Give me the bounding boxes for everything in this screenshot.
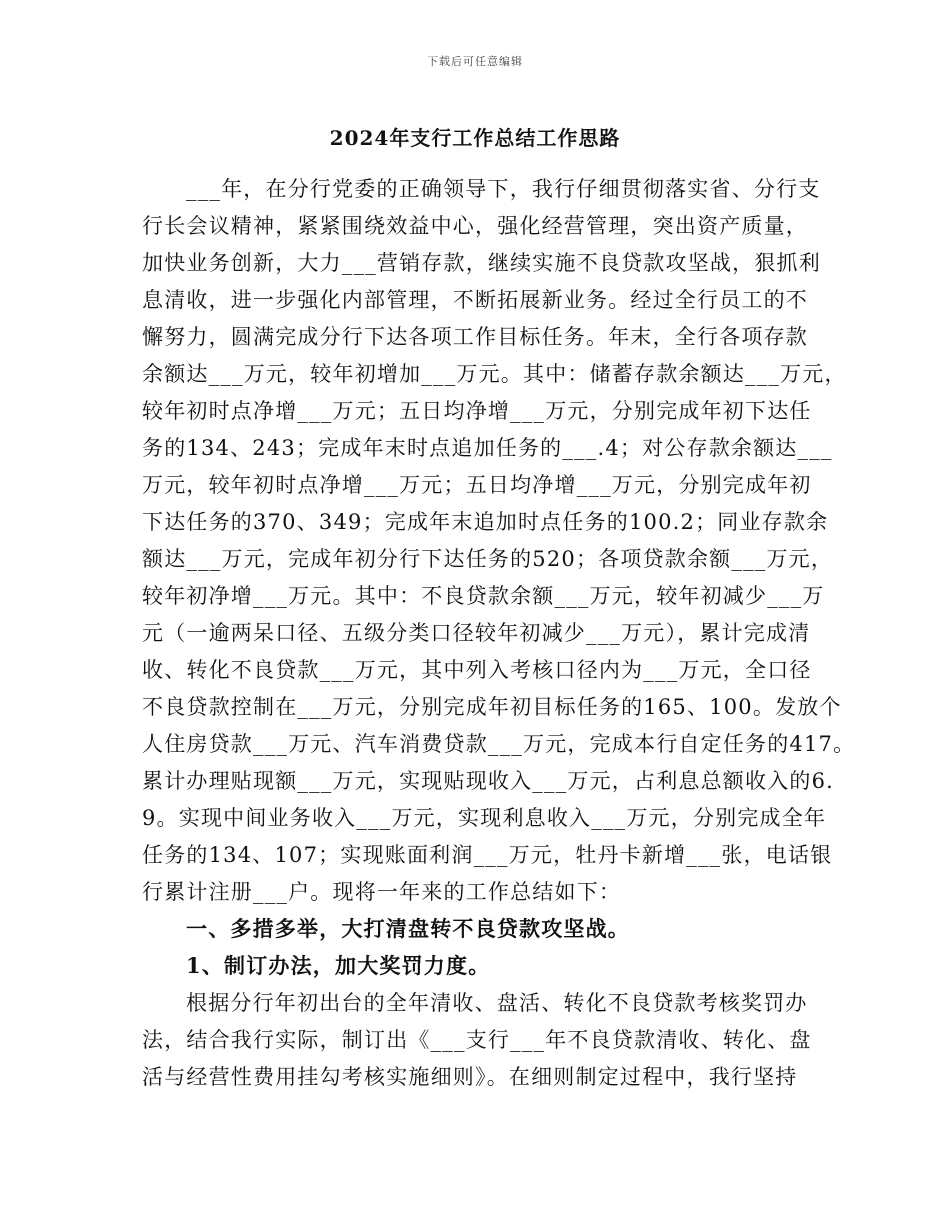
- paragraph-line: 万元，较年初时点净增___万元；五日均净增___万元，分别完成年初: [142, 473, 812, 497]
- paragraph-line: 活与经营性费用挂勾考核实施细则》。在细则制定过程中，我行坚持: [142, 1065, 798, 1089]
- paragraph-line: 较年初时点净增___万元；五日均净增___万元，分别完成年初下达任: [142, 399, 812, 423]
- header-note: 下载后可任意编辑: [427, 55, 523, 68]
- paragraph-line: 加快业务创新，大力___营销存款，继续实施不良贷款攻坚战，狠抓利: [142, 251, 821, 275]
- paragraph-line: 行累计注册___户。现将一年来的工作总结如下：: [142, 880, 622, 904]
- paragraph-line: 根据分行年初出台的全年清收、盘活、转化不良贷款考核奖罚办: [186, 991, 808, 1015]
- paragraph-line: 余额达___万元，较年初增加___万元。其中：储蓄存款余额达___万元，: [142, 362, 847, 386]
- page-title: 2024年支行工作总结工作思路: [329, 126, 621, 150]
- paragraph-line: 人住房贷款___万元、汽车消费贷款___万元，完成本行自定任务的417。: [142, 732, 856, 756]
- section-heading: 一、多措多举，大打清盘转不良贷款攻坚战。: [186, 916, 630, 941]
- paragraph-line: 较年初净增___万元。其中：不良贷款余额___万元，较年初减少___万: [142, 584, 825, 608]
- paragraph-line: 务的134、243；完成年末时点追加任务的___.4；对公存款余额达___: [142, 436, 833, 460]
- paragraph-line: 不良贷款控制在___万元，分别完成年初目标任务的165、100。发放个: [142, 695, 842, 719]
- paragraph-line: 元（一逾两呆口径、五级分类口径较年初减少___万元），累计完成清: [142, 621, 811, 645]
- paragraph-line: 收、转化不良贷款___万元，其中列入考核口径内为___万元，全口径: [142, 658, 812, 682]
- paragraph-line: 额达___万元，完成年初分行下达任务的520；各项贷款余额___万元，: [142, 547, 834, 571]
- paragraph-line: 累计办理贴现额___万元，实现贴现收入___万元，占利息总额收入的6.: [142, 769, 835, 793]
- paragraph-line: 息清收，进一步强化内部管理，不断拓展新业务。经过全行员工的不: [142, 288, 808, 312]
- paragraph-line: ___年，在分行党委的正确领导下，我行仔细贯彻落实省、分行支: [186, 177, 821, 201]
- subsection-heading: 1、制订办法，加大奖罚力度。: [186, 953, 491, 978]
- paragraph-line: 任务的134、107；实现账面利润___万元，牡丹卡新增___张，电话银: [142, 843, 833, 867]
- paragraph-line: 下达任务的370、349；完成年末追加时点任务的100.2；同业存款余: [142, 510, 829, 534]
- paragraph-line: 懈努力，圆满完成分行下达各项工作目标任务。年末，全行各项存款: [142, 325, 808, 349]
- paragraph-line: 法，结合我行实际，制订出《___支行___年不良贷款清收、转化、盘: [142, 1028, 812, 1052]
- paragraph-line: 行长会议精神，紧紧围绕效益中心，强化经营管理，突出资产质量，: [142, 214, 808, 238]
- paragraph-line: 9。实现中间业务收入___万元，实现利息收入___万元，分别完成全年: [142, 806, 827, 830]
